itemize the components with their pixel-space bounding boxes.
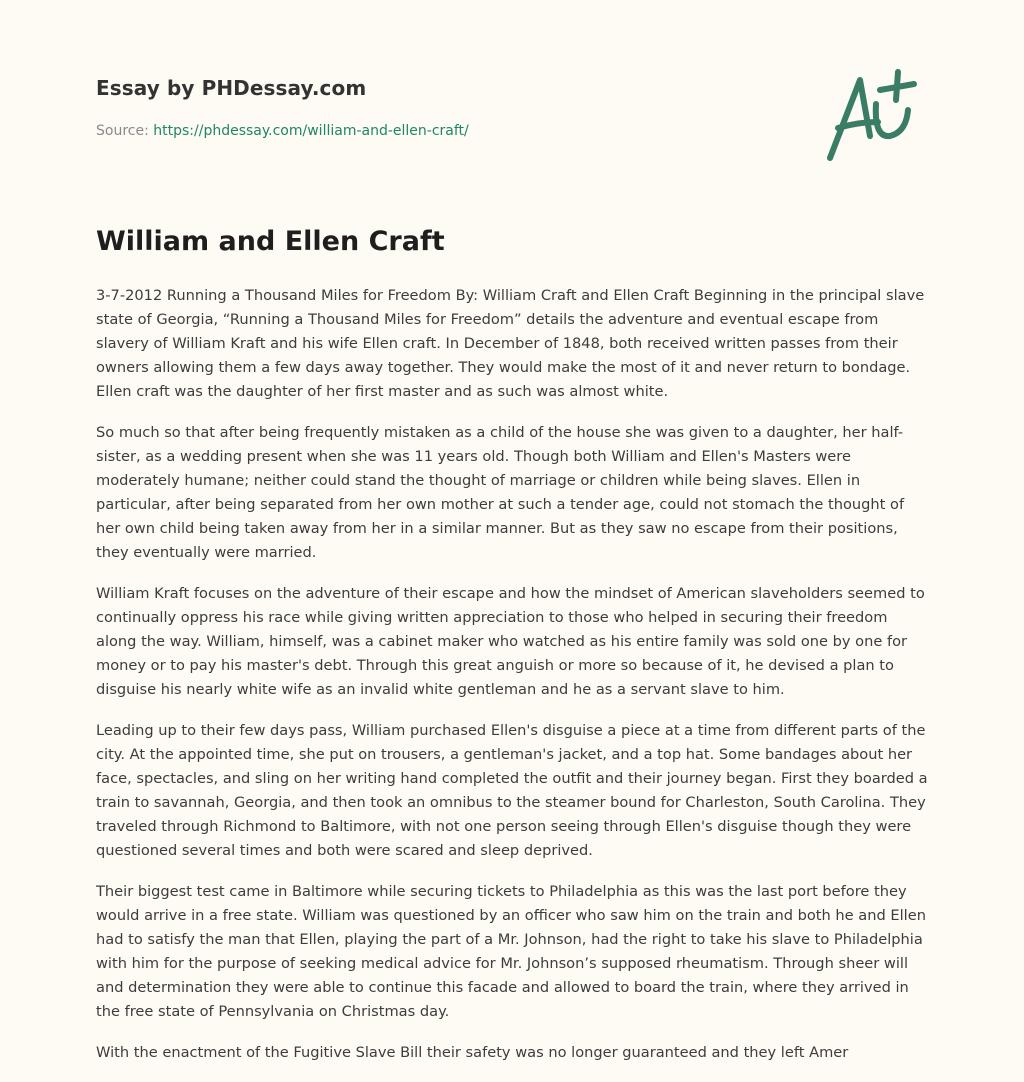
paragraph: So much so that after being frequently mistaken as a child of the house she was given to a daughter, her half-sister, as a wedding present when she was 11 years old. Though both William and Ellen's Masters were moderately humane; neither could stand the thought of marriage or children while being slaves. Ellen in particular, after being separated from her own mother at such a tender age, could not stomach the thought of her own child being taken away from her in a similar manner. But as they saw no escape from their positions, they eventually were married. [96,424,905,561]
a-plus-grade-logo-icon [818,66,928,166]
source-link[interactable]: https://phdessay.com/william-and-ellen-craft/ [153,123,469,139]
source-line [96,123,469,139]
paragraph: With the enactment of the Fugitive Slave Bill their safety was no longer guaranteed and they left Amer [96,1044,849,1061]
source-label: Source: [96,123,149,139]
article-title: William and Ellen Craft [96,226,445,257]
article-body [96,284,932,1082]
paragraph: William Kraft focuses on the adventure of their escape and how the mindset of American slaveholders seemed to continually oppress his race while giving written appreciation to those who helped in securing their freedom along the way. William, himself, was a cabinet maker who watched as his entire family was sold one by one for money or to pay his master's debt. Through this great anguish or more so because of it, he devised a plan to disguise his nearly white wife as an invalid white gentleman and he as a servant slave to him. [96,585,925,698]
site-title: Essay by PHDessay.com [96,76,367,100]
paragraph: Their biggest test came in Baltimore while securing tickets to Philadelphia as this was the last port before they would arrive in a free state. William was questioned by an officer who saw him on the train and both he and Ellen had to satisfy the man that Ellen, playing the part of a Mr. Johnson, had the right to take his slave to Philadelphia with him for the purpose of seeking medical advice for Mr. Johnson’s supposed rheumatism. Through sheer will and determination they were able to continue this facade and allowed to board the train, where they arrived in the free state of Pennsylvania on Christmas day. [96,883,926,1020]
paragraph: Leading up to their few days pass, William purchased Ellen's disguise a piece at a time from different parts of the city. At the appointed time, she put on trousers, a gentleman's jacket, and a top hat. Some bandages about her face, spectacles, and sling on her writing hand completed the outfit and their journey began. First they boarded a train to savannah, Georgia, and then took an omnibus to the steamer bound for Charleston, South Carolina. They traveled through Richmond to Baltimore, with not one person seeing through Ellen's disguise though they were questioned several times and both were scared and sleep deprived. [96,722,928,859]
paragraph: 3-7-2012 Running a Thousand Miles for Freedom By: William Craft and Ellen Craft Beginning in the principal slave state of Georgia, “Running a Thousand Miles for Freedom” details the adventure and eventual escape from slavery of William Kraft and his wife Ellen craft. In December of 1848, both received written passes from their owners allowing them a few days away together. They would make the most of it and never return to bondage. Ellen craft was the daughter of her first master and as such was almost white. [96,287,925,400]
